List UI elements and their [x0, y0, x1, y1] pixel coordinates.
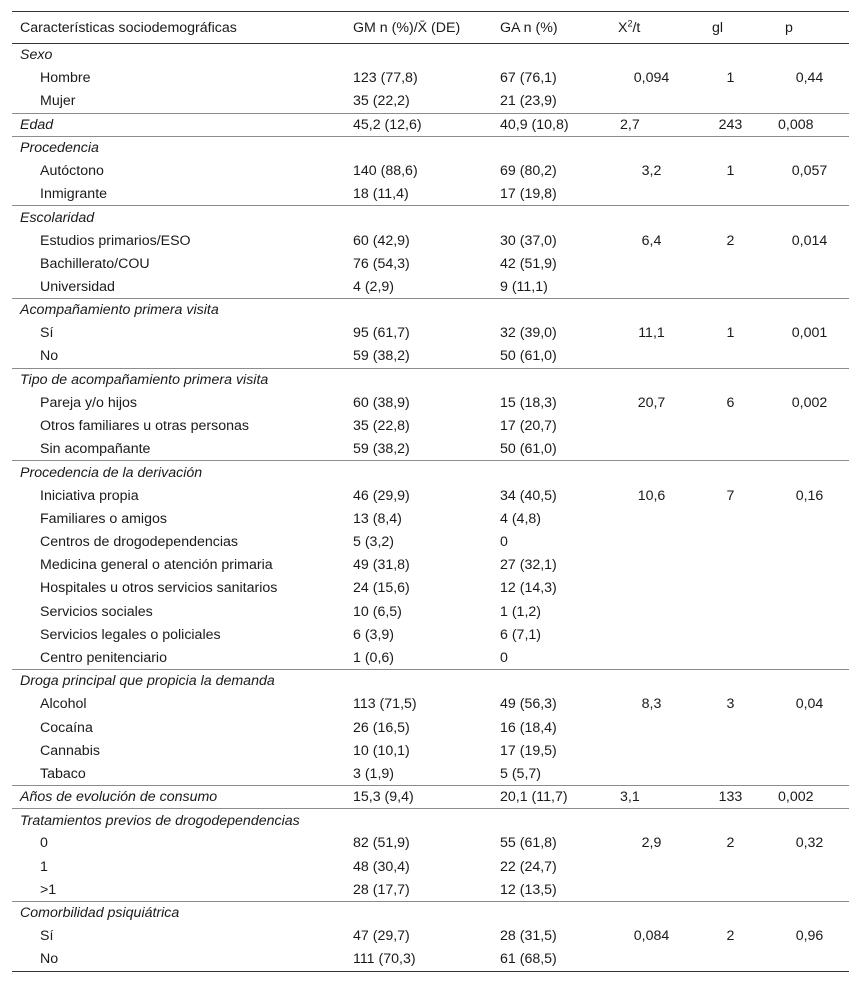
header-gm: GM n (%)/X̄ (DE) — [353, 19, 461, 36]
empty-cell — [612, 136, 691, 159]
row-label: Alcohol — [40, 696, 87, 713]
table-row — [12, 345, 849, 368]
table-row — [12, 646, 849, 669]
row-label: Hombre — [40, 70, 91, 87]
ga-value: 15 (18,3) — [500, 394, 557, 411]
empty-cell — [612, 809, 691, 832]
gl-value: 1 — [726, 70, 735, 87]
category-label: Droga principal que propicia la demanda — [20, 673, 275, 690]
ga-value: 34 (40,5) — [500, 487, 557, 504]
gl-value: 1 — [726, 325, 735, 342]
gm-value: 3 (1,9) — [353, 765, 395, 782]
table-row — [12, 623, 849, 646]
table-row — [12, 252, 849, 275]
table-row — [12, 507, 849, 530]
empty-cell — [345, 809, 492, 832]
chi-t-value: 6,4 — [641, 232, 662, 249]
empty-cell — [770, 368, 849, 391]
chi-t-value — [612, 415, 691, 438]
chi-t-value: 8,3 — [641, 696, 662, 713]
row-label: Cocaína — [40, 719, 93, 736]
empty-cell — [770, 44, 849, 67]
gm-value: 82 (51,9) — [353, 835, 410, 852]
empty-cell — [691, 206, 770, 229]
category-row — [12, 44, 849, 67]
empty-cell — [770, 136, 849, 159]
category-label: Edad — [20, 116, 54, 133]
gl-value — [691, 415, 770, 438]
chi-t-value: 10,6 — [637, 487, 666, 504]
gl-value — [691, 762, 770, 785]
row-label: Servicios sociales — [40, 603, 153, 620]
gl-value — [691, 183, 770, 206]
ga-value: 32 (39,0) — [500, 325, 557, 342]
p-value — [770, 275, 849, 298]
category-label: Comorbilidad psiquiátrica — [20, 905, 180, 922]
ga-value: 16 (18,4) — [500, 719, 557, 736]
gl-value — [691, 600, 770, 623]
empty-cell — [345, 368, 492, 391]
p-value — [770, 739, 849, 762]
header-chi-sup: 2 — [627, 17, 633, 28]
ga-value: 0 — [500, 649, 508, 666]
gm-value: 59 (38,2) — [353, 348, 410, 365]
gl-value — [691, 878, 770, 901]
gl-value: 1 — [726, 163, 735, 180]
gm-value: 48 (30,4) — [353, 858, 410, 875]
table-row — [12, 693, 849, 716]
empty-cell — [691, 809, 770, 832]
ga-value: 17 (19,8) — [500, 185, 557, 202]
chi-t-value — [612, 554, 691, 577]
p-value — [770, 530, 849, 553]
header-chi-rest: /t — [632, 19, 641, 36]
table-row — [12, 322, 849, 345]
gm-value: 4 (2,9) — [353, 278, 395, 295]
chi-t-value — [612, 252, 691, 275]
gl-value — [691, 577, 770, 600]
gl-value — [691, 739, 770, 762]
empty-cell — [492, 44, 612, 67]
chi-t-value — [612, 530, 691, 553]
row-label: >1 — [40, 881, 57, 898]
p-value: 0,16 — [795, 487, 824, 504]
empty-cell — [492, 299, 612, 322]
ga-value: 50 (61,0) — [500, 441, 557, 458]
empty-cell — [345, 44, 492, 67]
gl-value — [691, 623, 770, 646]
ga-value: 9 (11,1) — [500, 278, 548, 295]
empty-cell — [612, 299, 691, 322]
p-value — [770, 507, 849, 530]
empty-cell — [691, 461, 770, 484]
ga-value: 69 (80,2) — [500, 163, 557, 180]
row-label: Universidad — [40, 278, 115, 295]
gl-value — [691, 345, 770, 368]
gl-value: 2 — [726, 928, 735, 945]
header-characteristics: Características sociodemográficas — [20, 19, 237, 36]
empty-cell — [345, 461, 492, 484]
category-label: Escolaridad — [20, 209, 95, 226]
chi-t-value: 20,7 — [637, 394, 666, 411]
row-label: Tabaco — [40, 765, 86, 782]
gl-value — [691, 855, 770, 878]
gl-value: 133 — [718, 789, 743, 806]
gm-value: 111 (70,3) — [353, 951, 416, 968]
row-label: Hospitales u otros servicios sanitarios — [40, 580, 278, 597]
ga-value: 12 (14,3) — [500, 580, 557, 597]
chi-t-value — [612, 623, 691, 646]
empty-cell — [492, 136, 612, 159]
gm-value: 13 (8,4) — [353, 510, 402, 527]
p-value: 0,32 — [795, 835, 824, 852]
gl-value — [691, 646, 770, 669]
category-row — [12, 113, 849, 136]
table-row — [12, 484, 849, 507]
chi-t-value — [612, 183, 691, 206]
table-row — [12, 577, 849, 600]
table-row — [12, 948, 849, 971]
chi-t-value: 11,1 — [638, 325, 665, 342]
empty-cell — [345, 901, 492, 924]
table-row — [12, 67, 849, 90]
ga-value: 55 (61,8) — [500, 835, 557, 852]
table-row — [12, 925, 849, 948]
empty-cell — [691, 670, 770, 693]
empty-cell — [612, 206, 691, 229]
ga-value: 4 (4,8) — [500, 510, 542, 527]
gm-value: 35 (22,2) — [353, 93, 410, 110]
empty-cell — [612, 461, 691, 484]
chi-t-value — [612, 855, 691, 878]
chi-t-value — [612, 275, 691, 298]
chi-t-value: 0,084 — [633, 928, 670, 945]
row-label: No — [40, 348, 59, 365]
p-value — [770, 438, 849, 461]
table-row — [12, 159, 849, 182]
table-header-row — [12, 12, 849, 44]
p-value: 0,002 — [778, 789, 814, 806]
table-row — [12, 415, 849, 438]
chi-t-value — [612, 438, 691, 461]
gm-value: 49 (31,8) — [353, 557, 410, 574]
category-row — [12, 299, 849, 322]
empty-cell — [612, 44, 691, 67]
chi-t-value — [612, 948, 691, 971]
row-label: Estudios primarios/ESO — [40, 232, 191, 249]
table-body — [12, 44, 849, 972]
p-value — [770, 554, 849, 577]
gl-value: 6 — [726, 394, 735, 411]
ga-value: 61 (68,5) — [500, 951, 557, 968]
empty-cell — [345, 136, 492, 159]
gm-value: 1 (0,6) — [353, 649, 395, 666]
table-row — [12, 530, 849, 553]
row-label: Inmigrante — [40, 185, 108, 202]
chi-t-value — [612, 507, 691, 530]
empty-cell — [492, 368, 612, 391]
gm-value: 76 (54,3) — [353, 255, 410, 272]
category-row — [12, 670, 849, 693]
empty-cell — [770, 670, 849, 693]
empty-cell — [691, 44, 770, 67]
category-row — [12, 368, 849, 391]
row-label: Autóctono — [40, 163, 104, 180]
gl-value: 243 — [718, 116, 743, 133]
table-row — [12, 600, 849, 623]
p-value — [770, 948, 849, 971]
table-row — [12, 391, 849, 414]
gm-value: 5 (3,2) — [353, 534, 395, 551]
empty-cell — [691, 299, 770, 322]
empty-cell — [612, 670, 691, 693]
empty-cell — [492, 461, 612, 484]
gl-value — [691, 530, 770, 553]
gl-value — [691, 716, 770, 739]
row-label: Bachillerato/COU — [40, 255, 150, 272]
empty-cell — [691, 368, 770, 391]
gm-value: 18 (11,4) — [353, 185, 409, 202]
gl-value: 3 — [726, 696, 735, 713]
gl-value — [691, 507, 770, 530]
gm-value: 15,3 (9,4) — [353, 789, 414, 806]
row-label: No — [40, 951, 59, 968]
p-value: 0,001 — [791, 325, 828, 342]
row-label: Medicina general o atención primaria — [40, 557, 273, 574]
empty-cell — [770, 206, 849, 229]
gm-value: 6 (3,9) — [353, 626, 395, 643]
gm-value: 10 (6,5) — [353, 603, 402, 620]
gl-value — [691, 90, 770, 113]
ga-value: 28 (31,5) — [500, 928, 557, 945]
p-value: 0,96 — [795, 928, 824, 945]
chi-t-value — [612, 90, 691, 113]
table-row — [12, 229, 849, 252]
table-container — [12, 11, 849, 972]
p-value: 0,057 — [791, 163, 828, 180]
empty-cell — [492, 670, 612, 693]
gm-value: 59 (38,2) — [353, 441, 410, 458]
chi-t-value — [612, 739, 691, 762]
gm-value: 28 (17,7) — [353, 881, 410, 898]
table-row — [12, 855, 849, 878]
p-value — [770, 623, 849, 646]
table-row — [12, 716, 849, 739]
category-label: Tipo de acompañamiento primera visita — [20, 371, 269, 388]
category-label: Acompañamiento primera visita — [20, 302, 219, 319]
row-label: Pareja y/o hijos — [40, 394, 137, 411]
gm-value: 24 (15,6) — [353, 580, 410, 597]
category-row — [12, 461, 849, 484]
empty-cell — [770, 901, 849, 924]
ga-value: 1 (1,2) — [500, 603, 542, 620]
chi-t-value: 0,094 — [633, 70, 670, 87]
header-chi-t — [612, 12, 691, 44]
p-value: 0,04 — [795, 696, 824, 713]
empty-cell — [770, 299, 849, 322]
chi-t-value: 2,7 — [620, 116, 640, 133]
p-value — [770, 646, 849, 669]
chi-t-value — [612, 646, 691, 669]
category-row — [12, 809, 849, 832]
category-label: Sexo — [20, 47, 53, 64]
ga-value: 27 (32,1) — [500, 557, 557, 574]
header-gl: gl — [712, 19, 724, 36]
gl-value: 2 — [726, 835, 735, 852]
gl-value — [691, 252, 770, 275]
ga-value: 30 (37,0) — [500, 232, 557, 249]
table-row — [12, 739, 849, 762]
category-label: Procedencia de la derivación — [20, 464, 203, 481]
gm-value: 35 (22,8) — [353, 418, 410, 435]
p-value — [770, 252, 849, 275]
category-label: Procedencia — [20, 140, 99, 157]
category-row — [12, 206, 849, 229]
ga-value: 20,1 (11,7) — [500, 789, 568, 806]
gl-value — [691, 948, 770, 971]
row-label: 0 — [40, 835, 48, 852]
header-p: p — [785, 19, 793, 36]
gm-value: 95 (61,7) — [353, 325, 410, 342]
empty-cell — [612, 368, 691, 391]
p-value — [770, 855, 849, 878]
row-label: Sí — [40, 928, 54, 945]
ga-value: 12 (13,5) — [500, 881, 557, 898]
empty-cell — [770, 461, 849, 484]
empty-cell — [691, 901, 770, 924]
header-ga: GA n (%) — [500, 19, 558, 36]
ga-value: 17 (19,5) — [500, 742, 557, 759]
p-value — [770, 90, 849, 113]
chi-t-value: 3,2 — [641, 163, 662, 180]
ga-value: 40,9 (10,8) — [500, 116, 569, 133]
gm-value: 60 (42,9) — [353, 232, 410, 249]
category-label: Tratamientos previos de drogodependencias — [20, 812, 300, 829]
p-value — [770, 577, 849, 600]
row-label: Sin acompañante — [40, 441, 151, 458]
ga-value: 50 (61,0) — [500, 348, 557, 365]
gm-value: 60 (38,9) — [353, 394, 410, 411]
empty-cell — [612, 901, 691, 924]
gm-value: 45,2 (12,6) — [353, 116, 422, 133]
p-value — [770, 716, 849, 739]
p-value — [770, 415, 849, 438]
row-label: Familiares o amigos — [40, 510, 167, 527]
table-row — [12, 90, 849, 113]
empty-cell — [492, 206, 612, 229]
ga-value: 6 (7,1) — [500, 626, 542, 643]
sociodemographic-table — [12, 11, 849, 972]
p-value: 0,014 — [791, 232, 828, 249]
table-row — [12, 554, 849, 577]
row-label: Otros familiares u otras personas — [40, 418, 249, 435]
p-value — [770, 762, 849, 785]
table-row — [12, 832, 849, 855]
row-label: 1 — [40, 858, 48, 875]
empty-cell — [691, 136, 770, 159]
chi-t-value: 2,9 — [641, 835, 662, 852]
p-value: 0,008 — [778, 116, 814, 133]
ga-value: 67 (76,1) — [500, 70, 557, 87]
chi-t-value: 3,1 — [620, 789, 640, 806]
chi-t-value — [612, 762, 691, 785]
chi-t-value — [612, 878, 691, 901]
ga-value: 21 (23,9) — [500, 93, 557, 110]
gl-value: 7 — [726, 487, 735, 504]
ga-value: 42 (51,9) — [500, 255, 557, 272]
ga-value: 22 (24,7) — [500, 858, 557, 875]
table-row — [12, 275, 849, 298]
empty-cell — [345, 670, 492, 693]
header-chi-base: X — [618, 19, 628, 36]
empty-cell — [492, 809, 612, 832]
category-row — [12, 786, 849, 809]
ga-value: 49 (56,3) — [500, 696, 557, 713]
gl-value — [691, 438, 770, 461]
p-value — [770, 600, 849, 623]
empty-cell — [345, 299, 492, 322]
gl-value — [691, 554, 770, 577]
empty-cell — [770, 809, 849, 832]
ga-value: 0 — [500, 534, 508, 551]
table-row — [12, 438, 849, 461]
empty-cell — [492, 901, 612, 924]
p-value — [770, 345, 849, 368]
chi-t-value — [612, 716, 691, 739]
table-row — [12, 762, 849, 785]
ga-value: 17 (20,7) — [500, 418, 557, 435]
row-label: Iniciativa propia — [40, 487, 139, 504]
chi-t-value — [612, 345, 691, 368]
ga-value: 5 (5,7) — [500, 765, 542, 782]
row-label: Centro penitenciario — [40, 649, 167, 666]
gl-value — [691, 275, 770, 298]
p-value — [770, 183, 849, 206]
row-label: Centros de drogodependencias — [40, 534, 238, 551]
row-label: Mujer — [40, 93, 76, 110]
category-row — [12, 136, 849, 159]
category-label: Años de evolución de consumo — [20, 789, 218, 806]
row-label: Sí — [40, 325, 54, 342]
row-label: Cannabis — [40, 742, 100, 759]
gm-value: 47 (29,7) — [353, 928, 410, 945]
gm-value: 26 (16,5) — [353, 719, 410, 736]
gm-value: 46 (29,9) — [353, 487, 410, 504]
gm-value: 10 (10,1) — [353, 742, 410, 759]
chi-t-value — [612, 600, 691, 623]
gl-value: 2 — [726, 232, 735, 249]
table-row — [12, 878, 849, 901]
row-label: Servicios legales o policiales — [40, 626, 221, 643]
p-value — [770, 878, 849, 901]
gm-value: 123 (77,8) — [353, 70, 418, 87]
p-value: 0,002 — [791, 394, 828, 411]
table-row — [12, 183, 849, 206]
gm-value: 140 (88,6) — [353, 163, 418, 180]
p-value: 0,44 — [795, 70, 824, 87]
category-row — [12, 901, 849, 924]
empty-cell — [345, 206, 492, 229]
gm-value: 113 (71,5) — [353, 696, 417, 713]
chi-t-value — [612, 577, 691, 600]
